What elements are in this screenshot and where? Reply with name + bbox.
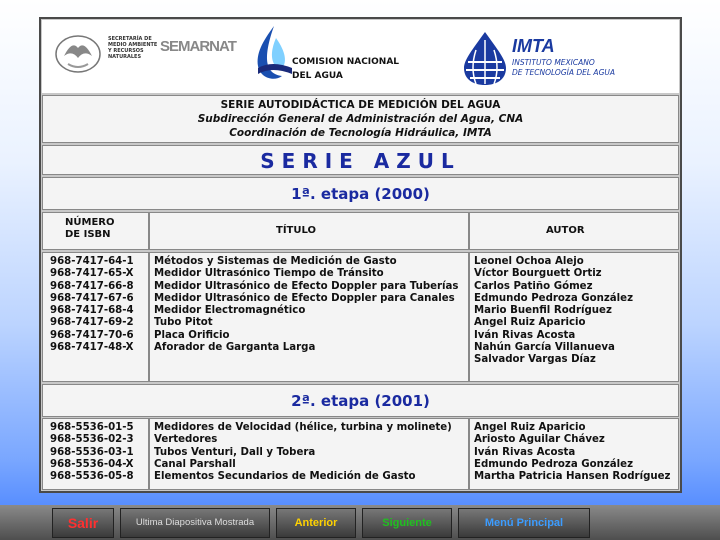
author-entry: Mario Buenfil Rodríguez bbox=[474, 305, 612, 317]
semarnat-wordmark: SEMARNAT bbox=[160, 38, 236, 55]
author-column-header bbox=[469, 212, 679, 250]
exit-button[interactable] bbox=[52, 508, 114, 538]
cna-name-line2: DEL AGUA bbox=[292, 71, 343, 81]
previous-label: Anterior bbox=[294, 517, 338, 529]
isbn-header-label: NÚMERO DE ISBN bbox=[65, 217, 115, 240]
isbn-entry: 968-7417-69-2 bbox=[50, 317, 134, 329]
isbn-entry: 968-7417-70-6 bbox=[50, 329, 134, 341]
stage1-band bbox=[42, 177, 679, 210]
title-header-label: TÍTULO bbox=[276, 225, 316, 236]
title-entry: Medidores de Velocidad (hélice, turbina y molinete) bbox=[154, 422, 452, 433]
author-entry: Ariosto Aguilar Chávez bbox=[474, 434, 605, 446]
isbn-entry: 968-5536-02-3 bbox=[50, 434, 134, 446]
imta-logo bbox=[460, 28, 670, 88]
stage1-author-column bbox=[469, 252, 679, 382]
next-label: Siguiente bbox=[382, 517, 432, 529]
last-slide-button[interactable] bbox=[120, 508, 270, 538]
eagle-seal-icon bbox=[54, 34, 102, 74]
stage1-isbn-column bbox=[42, 252, 149, 382]
isbn-entry: 968-7417-64-1 bbox=[50, 256, 134, 267]
title-entry: Tubo Pitot bbox=[154, 317, 213, 329]
isbn-entry: 968-5536-01-5 bbox=[50, 422, 134, 433]
isbn-entry: 968-7417-68-4 bbox=[50, 305, 134, 317]
imta-wordmark: IMTA bbox=[512, 36, 555, 56]
main-menu-label: Menú Principal bbox=[484, 517, 564, 529]
author-entry: Iván Rivas Acosta bbox=[474, 329, 576, 341]
isbn-entry: 968-5536-04-X bbox=[50, 458, 134, 470]
isbn-entry: 968-5536-05-8 bbox=[50, 471, 134, 483]
author-entry: Martha Patricia Hansen Rodríguez bbox=[474, 471, 671, 483]
author-entry: Carlos Patiño Gómez bbox=[474, 280, 593, 292]
author-entry: Salvador Vargas Díaz bbox=[474, 354, 596, 366]
coordination-line: Coordinación de Tecnología Hidráulica, IMTA bbox=[229, 127, 492, 139]
title-entry: Vertedores bbox=[154, 434, 218, 446]
globe-drop-icon bbox=[460, 30, 510, 86]
stage1-title: 1ª. etapa (2000) bbox=[291, 185, 430, 203]
stage2-author-column bbox=[469, 418, 679, 490]
title-entry: Aforador de Garganta Larga bbox=[154, 342, 316, 354]
series-header bbox=[42, 95, 679, 143]
previous-button[interactable] bbox=[276, 508, 356, 538]
cna-logo bbox=[252, 24, 422, 84]
author-entry: Edmundo Pedroza González bbox=[474, 458, 634, 470]
title-entry: Medidor Ultrasónico de Efecto Doppler para Canales bbox=[154, 292, 455, 304]
author-entry: Angel Ruiz Aparicio bbox=[474, 422, 586, 433]
stage2-title: 2ª. etapa (2001) bbox=[291, 392, 430, 410]
semarnat-small-text: SECRETARÍA DE MEDIO AMBIENTE Y RECURSOS NATURALES bbox=[108, 36, 158, 60]
author-header-label: AUTOR bbox=[546, 225, 585, 236]
title-entry: Métodos y Sistemas de Medición de Gasto bbox=[154, 256, 397, 267]
title-entry: Placa Orificio bbox=[154, 329, 230, 341]
isbn-entry: 968-7417-48-X bbox=[50, 342, 134, 354]
title-entry: Canal Parshall bbox=[154, 458, 236, 470]
author-entry: Iván Rivas Acosta bbox=[474, 446, 576, 458]
last-slide-label: Ultima Diapositiva Mostrada bbox=[135, 517, 255, 528]
author-entry: Nahún García Villanueva bbox=[474, 342, 615, 354]
stage2-title-column bbox=[149, 418, 469, 490]
semarnat-logo bbox=[54, 34, 254, 82]
imta-name-line1: INSTITUTO MEXICANO bbox=[512, 58, 595, 67]
stage1-table bbox=[42, 212, 679, 382]
series-title: SERIE AUTODIDÁCTICA DE MEDICIÓN DEL AGUA bbox=[220, 99, 501, 111]
serie-azul-title: SERIE AZUL bbox=[260, 149, 461, 173]
stage2-table bbox=[42, 418, 679, 490]
main-menu-button[interactable] bbox=[458, 508, 590, 538]
navigation-bar bbox=[0, 505, 720, 540]
stage2-isbn-column bbox=[42, 418, 149, 490]
exit-label: Salir bbox=[67, 515, 99, 531]
isbn-entry: 968-5536-03-1 bbox=[50, 446, 134, 458]
subdirection-line: Subdirección General de Administración del Agua, CNA bbox=[197, 113, 524, 125]
author-entry: Angel Ruiz Aparicio bbox=[474, 317, 586, 329]
isbn-entry: 968-7417-67-6 bbox=[50, 292, 134, 304]
title-entry: Medidor Electromagnético bbox=[154, 305, 306, 317]
stage2-band bbox=[42, 384, 679, 417]
title-entry: Medidor Ultrasónico Tiempo de Tránsito bbox=[154, 268, 384, 280]
serie-azul-band bbox=[42, 145, 679, 175]
isbn-column-header bbox=[42, 212, 149, 250]
author-entry: Víctor Bourguett Ortiz bbox=[474, 268, 602, 280]
water-drop-icon bbox=[252, 24, 294, 84]
cna-name-line1: COMISION NACIONAL bbox=[292, 57, 400, 67]
logo-bar bbox=[42, 20, 679, 93]
stage1-title-column bbox=[149, 252, 469, 382]
isbn-entry: 968-7417-66-8 bbox=[50, 280, 134, 292]
title-entry: Medidor Ultrasónico de Efecto Doppler para Tuberías bbox=[154, 280, 459, 292]
author-entry: Edmundo Pedroza González bbox=[474, 292, 634, 304]
title-entry: Tubos Venturi, Dall y Tobera bbox=[154, 446, 316, 458]
next-button[interactable] bbox=[362, 508, 452, 538]
title-entry: Elementos Secundarios de Medición de Gasto bbox=[154, 471, 416, 483]
imta-name-line2: DE TECNOLOGÍA DEL AGUA bbox=[512, 68, 615, 77]
title-column-header bbox=[149, 212, 469, 250]
isbn-entry: 968-7417-65-X bbox=[50, 268, 134, 280]
author-entry: Leonel Ochoa Alejo bbox=[474, 256, 584, 267]
